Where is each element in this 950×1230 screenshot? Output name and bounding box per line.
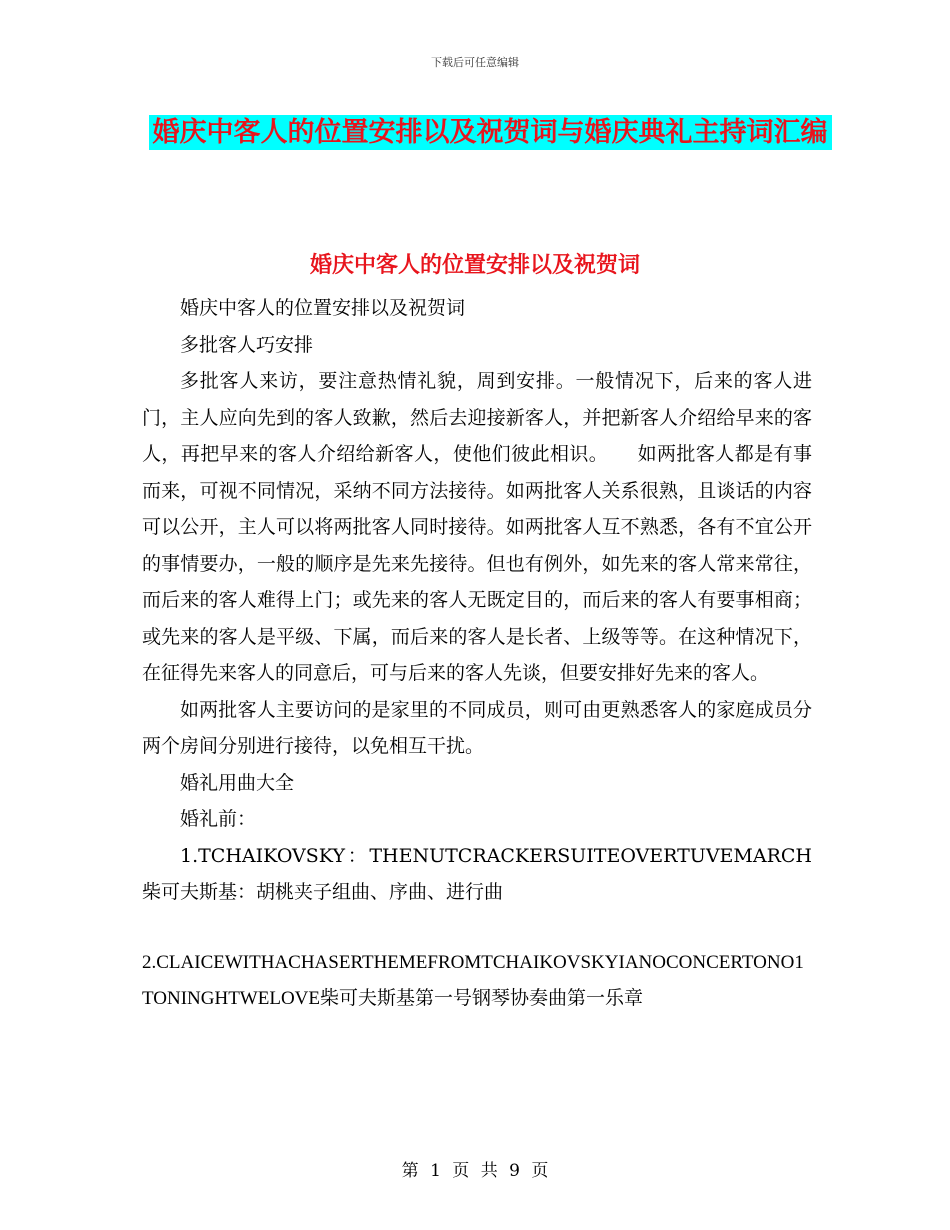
paragraph-heading: 婚礼前： [180, 808, 257, 830]
document-title-text: 婚庆中客人的位置安排以及祝贺词与婚庆典礼主持词汇编 [149, 115, 832, 150]
paragraph-subtitle: 婚庆中客人的位置安排以及祝贺词 [180, 297, 466, 319]
paragraph-heading: 多批客人巧安排 [180, 333, 314, 356]
header-note: 下载后可任意编辑 [431, 56, 519, 69]
list-item: 2.CLAICEWITHACHASERTHEMEFROMTCHAIKOVSKYIANOCONCERTONO1TONINGHTWELOVE柴可夫斯基第一号钢琴协奏曲第一乐章 [142, 951, 804, 1009]
paragraph: 多批客人来访，要注意热情礼貌，周到安排。一般情况下，后来的客人进门，主人应向先到的客人致歉，然后去迎接新客人，并把新客人介绍给早来的客人，再把早来的客人介绍给新客人，使他们彼此相识。 如两批客人都是有事而来，可视不同情况，采纳不同方法接待。如两批客人关系很熟，且谈话的内容可以公开，主人可以将两批客人同时接待。如两批客人互不熟悉，各有不宜公开的事情要办，一般的顺序是先来先接待。但也有例外，如先来的客人常来常往，而后来的客人难得上门；或先来的客人无既定目的，而后来的客人有要事相商；或先来的客人是平级、下属，而后来的客人是长者、上级等等。在这种情况下，在征得先来客人的同意后，可与后来的客人先谈，但要安排好先来的客人。 [142, 370, 812, 684]
paragraph: 如两批客人主要访问的是家里的不同成员，则可由更熟悉客人的家庭成员分两个房间分别进行接待，以免相互干扰。 [142, 698, 812, 757]
body-text [142, 290, 812, 1018]
paragraph-heading: 婚礼用曲大全 [180, 771, 295, 794]
document-title [140, 110, 840, 156]
page-footer: 第 1 页 共 9 页 [401, 1161, 549, 1181]
section-title: 婚庆中客人的位置安排以及祝贺词 [309, 252, 640, 278]
list-item: 1.TCHAIKOVSKY：THENUTCRACKERSUITEOVERTUVEMARCH柴可夫斯基：胡桃夹子组曲、序曲、进行曲 [142, 844, 812, 903]
